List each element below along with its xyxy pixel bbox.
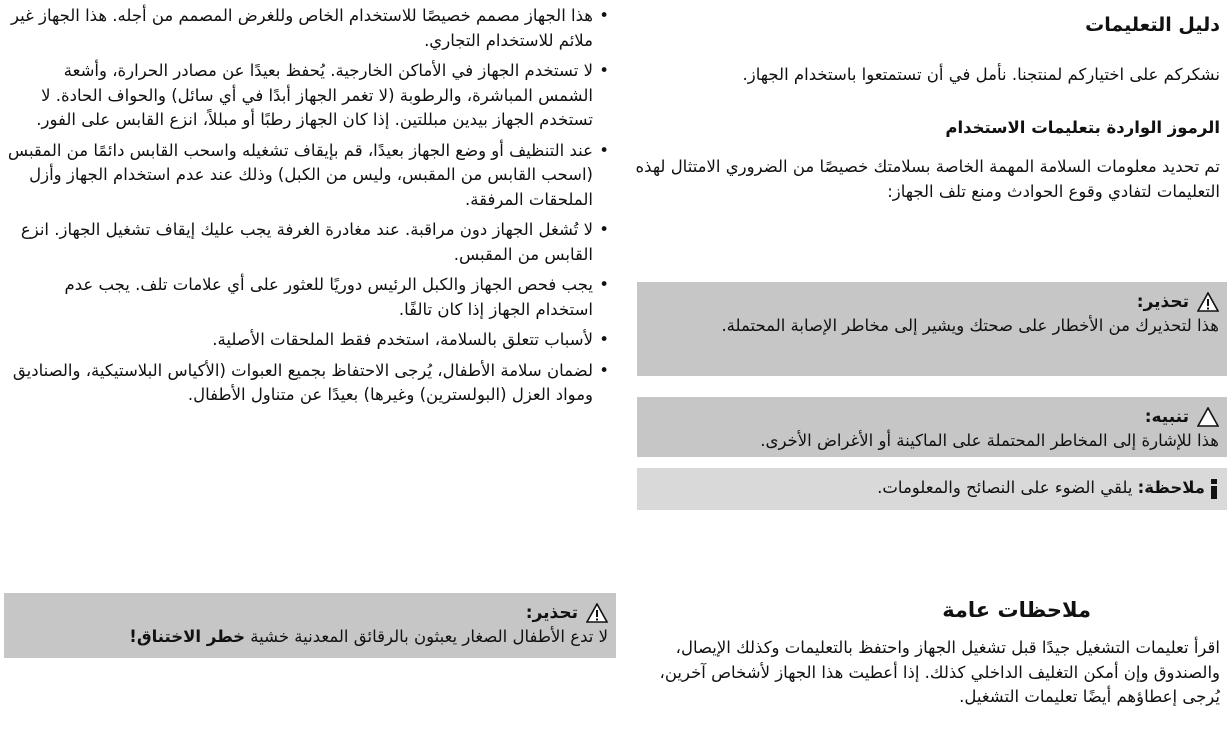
note-title: ملاحظة: [1137,478,1205,497]
child-warning-text-before: لا تدع الأطفال الصغار يعبثون بالرقائق المعدنية خشية [250,627,608,646]
list-item: • لا تُشغل الجهاز دون مراقبة. عند مغادرة الغرفة يجب عليك إيقاف تشغيل الجهاز. انزع القابس من المقبس. [0,218,615,267]
symbols-body: تم تحديد معلومات السلامة المهمة الخاصة بسلامتك خصيصًا من الضروري الامتثال لهذه التعليمات لتفادي وقوع الحوادث ومنع تلف الجهاز: [635,157,1220,201]
intro-text: نشكركم على اختياركم لمنتجنا. نأمل في أن تستمتعوا باستخدام الجهاز. [742,65,1220,84]
general-body: اقرأ تعليمات التشغيل جيدًا قبل تشغيل الجهاز واحتفظ بالتعليمات وكذلك الإيصال، والصندوق وإن أمكن التغليف الداخلي كذلك. إذا أعطيت هذا الجهاز لأشخاص آخرين، يُرجى إعطاؤهم أيضًا تعليمات التشغيل. [659,638,1220,706]
warning-text: هذا لتحذيرك من الأخطار على صحتك ويشير إلى مخاطر الإصابة المحتملة. [721,316,1219,335]
caution-triangle-icon [1197,407,1219,427]
child-warning-title-row [12,601,608,625]
warning-title-row [645,290,1219,314]
list-item: • لضمان سلامة الأطفال، يُرجى الاحتفاظ بجميع العبوات (الأكياس البلاستيكية، والصناديق ومواد العزل (البولسترين) وغيرها) بعيدًا عن متناول الأطفال. [0,359,615,408]
safety-list [0,4,615,414]
child-warning-title: تحذير: [525,603,578,623]
caution-box [637,397,1227,457]
list-item: • يجب فحص الجهاز والكبل الرئيس دوريًا للعثور على أي علامات تلف. يجب عدم استخدام الجهاز إذا كان تالفًا. [0,273,615,322]
page-title: دليل التعليمات [1085,14,1220,36]
child-warning-text-bold: خطر الاختناق! [129,627,246,646]
warning-title: تحذير: [1136,292,1189,312]
warning-box [637,282,1227,376]
warning-triangle-icon [586,603,608,623]
child-warning-text [12,625,608,650]
note-row [645,476,1219,501]
child-warning-box [4,593,616,658]
list-item: • عند التنظيف أو وضع الجهاز بعيدًا، قم بإيقاف تشغيله واسحب القابس دائمًا من المقبس (اسحب القابس من المقبس، وليس من الكبل) وذلك عند عدم استخدام الجهاز وأزل الملحقات المرفقة. [0,139,615,213]
note-text: يلقي الضوء على النصائح والمعلومات. [877,478,1133,497]
caution-text: هذا للإشارة إلى المخاطر المحتملة على الماكينة أو الأغراض الأخرى. [760,431,1219,450]
general-heading: ملاحظات عامة [942,598,1091,622]
info-icon [1209,478,1219,500]
symbols-heading: الرموز الواردة بتعليمات الاستخدام [945,118,1220,137]
warning-triangle-icon [1197,292,1219,312]
list-item: • لا تستخدم الجهاز في الأماكن الخارجية. يُحفظ بعيدًا عن مصادر الحرارة، وأشعة الشمس المباشرة، والرطوبة (لا تغمر الجهاز أبدًا في أي سائل) والحواف الحادة. لا تستخدم الجهاز بيدين مبللتين. إذا كان الجهاز رطبًا أو مبللاً، انزع القابس على الفور. [0,59,615,133]
caution-title: تنبيه: [1144,407,1189,427]
note-box [637,468,1227,510]
caution-title-row [645,405,1219,429]
list-item: • لأسباب تتعلق بالسلامة، استخدم فقط الملحقات الأصلية. [0,328,615,353]
list-item: • هذا الجهاز مصمم خصيصًا للاستخدام الخاص وللغرض المصمم من أجله. هذا الجهاز غير ملائم للاستخدام التجاري. [0,4,615,53]
